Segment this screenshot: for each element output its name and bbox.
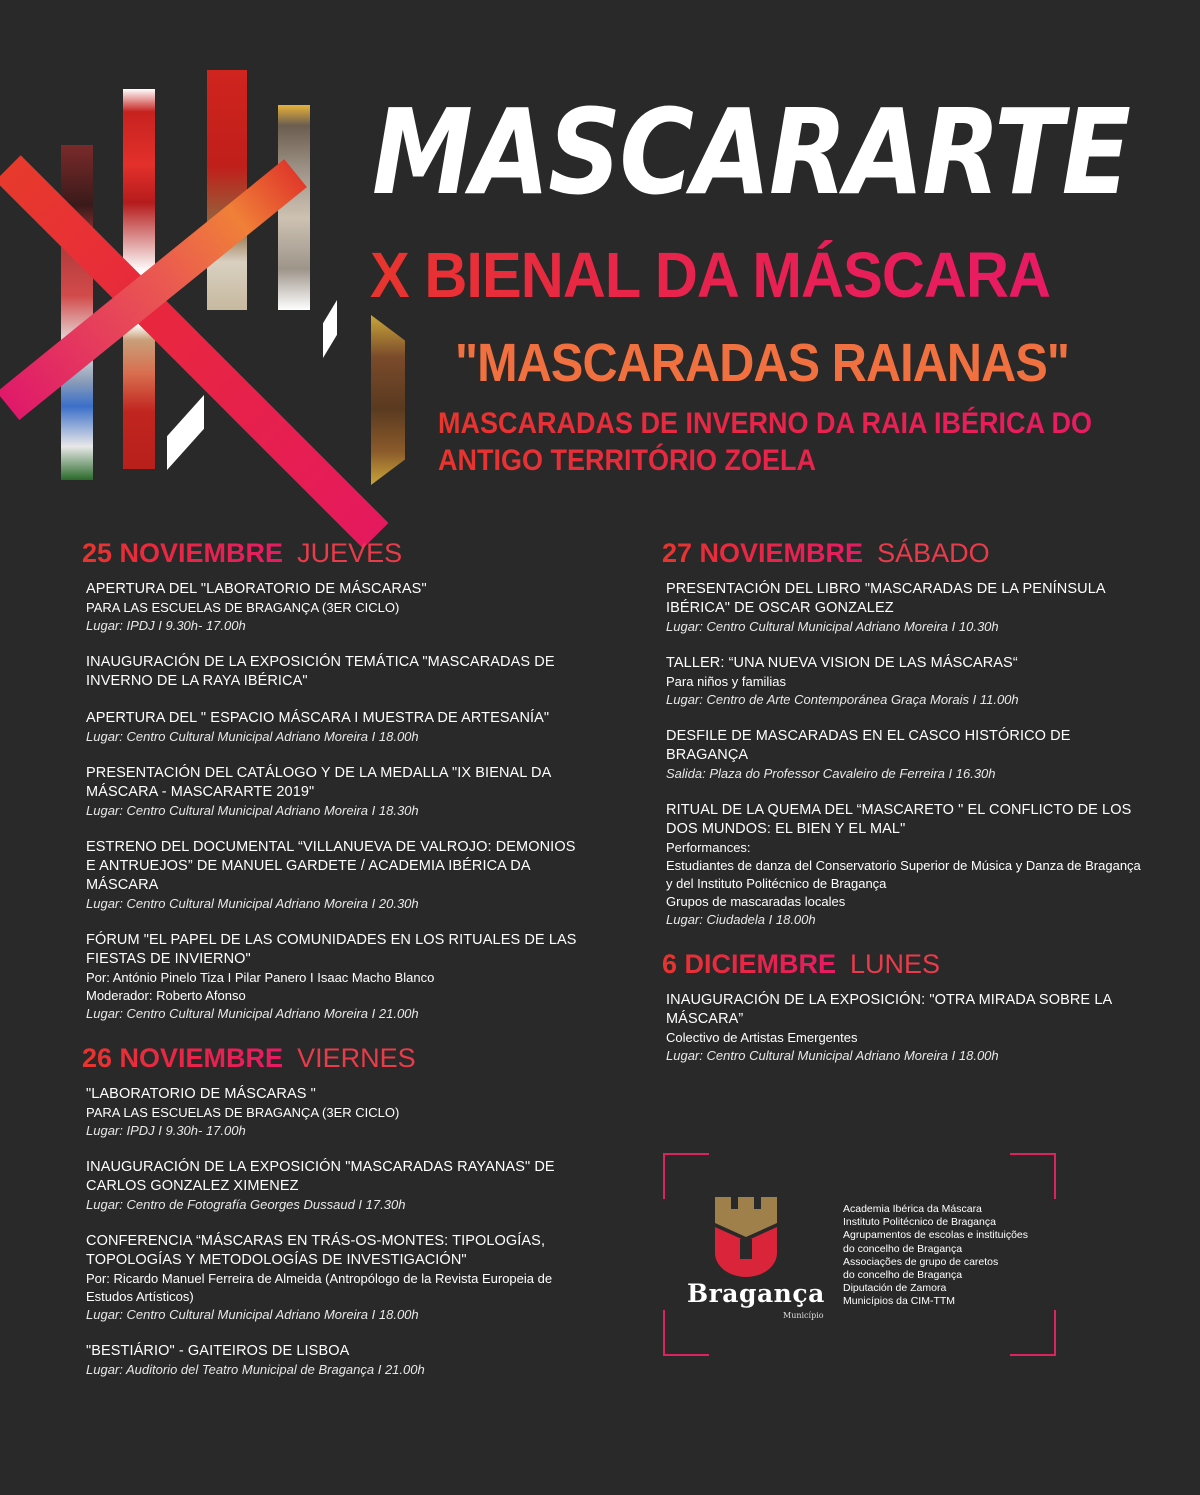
event-item bbox=[82, 1158, 582, 1214]
description-line: ANTIGO TERRITÓRIO ZOELA bbox=[438, 444, 816, 477]
event-place: Lugar: Centro Cultural Municipal Adriano Moreira I 18.30h bbox=[86, 803, 419, 818]
mask-photo-strip bbox=[207, 70, 247, 310]
theme-title: "MASCARADAS RAIANAS" bbox=[455, 333, 1069, 393]
event-title: FÓRUM "EL PAPEL DE LAS COMUNIDADES EN LOS RITUALES DE LAS FIESTAS DE INVIERNO" bbox=[86, 932, 577, 967]
day-heading-26-nov bbox=[82, 1041, 582, 1075]
braganca-municipal-logo bbox=[685, 1197, 825, 1322]
event-moderator: Moderador: Roberto Afonso bbox=[86, 988, 246, 1003]
logo-wordmark: Bragança bbox=[687, 1279, 825, 1308]
day-weekday: JUEVES bbox=[297, 538, 403, 568]
logo-subtext: Município bbox=[783, 1311, 824, 1320]
event-subtitle: Para niños y familias bbox=[666, 674, 786, 689]
event-title: PRESENTACIÓN DEL CATÁLOGO Y DE LA MEDALLA "IX BIENAL DA MÁSCARA - MASCARARTE 2019" bbox=[86, 765, 551, 800]
event-title: "BESTIÁRIO" - GAITEIROS DE LISBOA bbox=[86, 1343, 350, 1359]
day-date: 6 DICIEMBRE bbox=[662, 949, 837, 979]
partner-list bbox=[843, 1203, 1028, 1309]
event-place: Lugar: Centro Cultural Municipal Adriano Moreira I 10.30h bbox=[666, 619, 999, 634]
day-weekday: LUNES bbox=[850, 949, 941, 979]
frame-corner bbox=[1010, 1310, 1056, 1356]
partner-item: do concelho de Bragança bbox=[843, 1269, 963, 1282]
partner-item: Associações de grupo de caretos bbox=[843, 1255, 999, 1268]
event-item bbox=[82, 580, 582, 635]
event-item bbox=[82, 764, 582, 820]
event-subtitle: PARA LAS ESCUELAS DE BRAGANÇA (3ER CICLO) bbox=[86, 600, 400, 615]
event-title: PRESENTACIÓN DEL LIBRO "MASCARADAS DE LA PENÍNSULA IBÉRICA" DE OSCAR GONZALEZ bbox=[666, 581, 1105, 616]
event-title: TALLER: “UNA NUEVA VISION DE LAS MÁSCARAS“ bbox=[666, 655, 1018, 671]
event-item bbox=[82, 931, 582, 1023]
event-place: Lugar: Centro Cultural Municipal Adriano Moreira I 20.30h bbox=[86, 896, 419, 911]
event-subtitle: Colectivo de Artistas Emergentes bbox=[666, 1030, 858, 1045]
festival-title: MASCARARTE bbox=[372, 83, 1130, 221]
event-performers: Grupos de mascaradas locales bbox=[666, 894, 846, 909]
edition-subtitle: X BIENAL DA MÁSCARA bbox=[370, 239, 1051, 311]
event-place: Lugar: Centro Cultural Municipal Adriano Moreira I 18.00h bbox=[86, 729, 419, 744]
event-speakers: Por: António Pinelo Tiza I Pilar Panero I Isaac Macho Blanco bbox=[86, 970, 435, 985]
partner-item: Diputación de Zamora bbox=[843, 1282, 947, 1295]
theme-description bbox=[438, 405, 1122, 479]
event-place: Lugar: Centro Cultural Municipal Adriano Moreira I 21.00h bbox=[86, 1006, 419, 1021]
mask-photo-strip bbox=[371, 315, 405, 485]
day-date: 25 NOVIEMBRE bbox=[82, 538, 284, 568]
event-title: ESTRENO DEL DOCUMENTAL “VILLANUEVA DE VALROJO: DEMONIOS E ANTRUEJOS” DE MANUEL GARDETE / ACADEMIA IBÉRICA DA MÁSCARA bbox=[86, 839, 576, 893]
day-heading-27-nov bbox=[662, 536, 1142, 570]
event-title: APERTURA DEL " ESPACIO MÁSCARA I MUESTRA DE ARTESANÍA" bbox=[86, 710, 550, 726]
event-item bbox=[662, 727, 1142, 783]
sponsor-box bbox=[663, 1153, 1056, 1356]
event-place: Lugar: Centro Cultural Municipal Adriano Moreira I 18.00h bbox=[86, 1307, 419, 1322]
event-place: Lugar: Centro de Fotografía Georges Dussaud I 17.30h bbox=[86, 1197, 406, 1212]
event-item bbox=[82, 709, 582, 746]
event-place: Lugar: IPDJ I 9.30h- 17.00h bbox=[86, 1123, 246, 1138]
day-weekday: SÁBADO bbox=[877, 538, 990, 568]
event-item bbox=[82, 1232, 582, 1324]
event-item bbox=[82, 653, 582, 691]
event-item bbox=[82, 1342, 582, 1379]
day-heading-25-nov bbox=[82, 536, 582, 570]
event-place: Lugar: IPDJ I 9.30h- 17.00h bbox=[86, 618, 246, 633]
castle-tower-icon bbox=[715, 1197, 777, 1277]
event-title: INAUGURACIÓN DE LA EXPOSICIÓN: "OTRA MIRADA SOBRE LA MÁSCARA” bbox=[666, 992, 1112, 1027]
event-title: CONFERENCIA “MÁSCARAS EN TRÁS-OS-MONTES: TIPOLOGÍAS, TOPOLOGÍAS Y METODOLOGÍAS DE INVESTIGACIÓN" bbox=[86, 1233, 546, 1268]
event-place: Lugar: Ciudadela I 18.00h bbox=[666, 912, 816, 927]
event-item bbox=[662, 580, 1142, 636]
partner-item: do concelho de Bragança bbox=[843, 1242, 963, 1255]
day-heading-6-dec bbox=[662, 947, 1142, 981]
event-item bbox=[662, 654, 1142, 709]
event-subtitle: PARA LAS ESCUELAS DE BRAGANÇA (3ER CICLO) bbox=[86, 1105, 400, 1120]
event-place: Lugar: Auditorio del Teatro Municipal de Bragança I 21.00h bbox=[86, 1362, 425, 1377]
day-date: 27 NOVIEMBRE bbox=[662, 538, 864, 568]
day-date: 26 NOVIEMBRE bbox=[82, 1043, 284, 1073]
event-performers: Estudiantes de danza del Conservatorio Superior de Música y Danza de Bragança y del Instituto Politécnico de Bragança bbox=[666, 858, 1141, 891]
event-item bbox=[82, 1085, 582, 1140]
schedule-right-column bbox=[662, 536, 1142, 1083]
event-title: INAUGURACIÓN DE LA EXPOSICIÓN TEMÁTICA "MASCARADAS DE INVERNO DE LA RAYA IBÉRICA" bbox=[86, 654, 555, 689]
event-item bbox=[662, 801, 1142, 929]
white-shard-shape bbox=[167, 395, 204, 470]
frame-corner bbox=[1010, 1153, 1056, 1199]
event-place: Lugar: Centro de Arte Contemporánea Graça Morais I 11.00h bbox=[666, 692, 1019, 707]
xii-mask-logo-art bbox=[0, 60, 420, 500]
event-place: Lugar: Centro Cultural Municipal Adriano Moreira I 18.00h bbox=[666, 1048, 999, 1063]
event-title: RITUAL DE LA QUEMA DEL “MASCARETO " EL CONFLICTO DE LOS DOS MUNDOS: EL BIEN Y EL MAL" bbox=[666, 802, 1132, 837]
event-subtitle: Performances: bbox=[666, 840, 751, 855]
event-title: "LABORATORIO DE MÁSCARAS " bbox=[86, 1086, 316, 1102]
event-place: Salida: Plaza do Professor Cavaleiro de Ferreira I 16.30h bbox=[666, 766, 996, 781]
frame-corner bbox=[663, 1153, 709, 1199]
schedule-left-column bbox=[82, 536, 582, 1397]
partner-item: Instituto Politécnico de Bragança bbox=[843, 1216, 996, 1229]
description-line: MASCARADAS DE INVERNO DA RAIA IBÉRICA DO bbox=[438, 407, 1093, 440]
white-shard-shape bbox=[323, 300, 337, 358]
event-title: DESFILE DE MASCARADAS EN EL CASCO HISTÓRICO DE BRAGANÇA bbox=[666, 728, 1071, 763]
event-speaker: Por: Ricardo Manuel Ferreira de Almeida (Antropólogo de la Revista Europeia de Estudos Artísticos) bbox=[86, 1271, 553, 1304]
mask-photo-strip bbox=[61, 145, 93, 480]
event-title: INAUGURACIÓN DE LA EXPOSICIÓN "MASCARADAS RAYANAS" DE CARLOS GONZALEZ XIMENEZ bbox=[86, 1159, 555, 1194]
partner-item: Municípios da CIM-TTM bbox=[843, 1295, 956, 1308]
mask-photo-strip bbox=[278, 105, 310, 310]
event-item bbox=[662, 991, 1142, 1065]
event-item bbox=[82, 838, 582, 913]
partner-item: Agrupamentos de escolas e instituições bbox=[843, 1229, 1029, 1242]
day-weekday: VIERNES bbox=[297, 1043, 416, 1073]
partner-item: Academia Ibérica da Máscara bbox=[843, 1203, 982, 1215]
event-title: APERTURA DEL "LABORATORIO DE MÁSCARAS" bbox=[86, 581, 427, 597]
